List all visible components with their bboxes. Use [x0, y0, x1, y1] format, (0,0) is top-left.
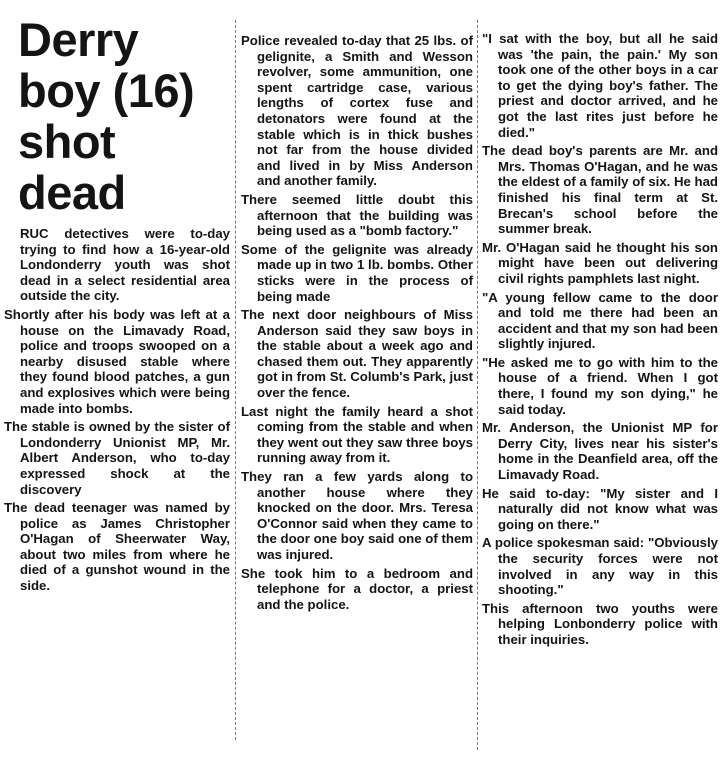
article-paragraph: "I sat with the boy, but all he said was 'the pain, the pain.' My son took one of the other boys in a car to get the dying boy's father. The priest and doctor arrived, and he got the last rites just before he died."	[482, 31, 718, 140]
article-paragraph: The dead teenager was named by police as James Christopher O'Hagan of Sheerwater Way, about two miles from where he died of a gunshot wound in the side.	[4, 500, 230, 594]
headline-line: dead	[18, 166, 126, 219]
article-paragraph: Mr. O'Hagan said he thought his son might have been out delivering civil rights pamphlets last night.	[482, 239, 718, 286]
column-1	[4, 0, 230, 597]
article-paragraph: RUC detectives were to-day trying to find how a 16-year-old Londonderry youth was shot dead in a select residential area outside the city.	[20, 226, 230, 304]
column-divider	[477, 20, 478, 750]
article-paragraph: "A young fellow came to the door and told me there had been an accident and that my son had been slightly injured.	[482, 289, 718, 352]
article-paragraph: A police spokesman said: "Obviously the security forces were not involved in any way in this shooting."	[482, 535, 718, 598]
headline-line: Derry	[18, 13, 139, 66]
column-3	[482, 0, 718, 651]
article-paragraph: Some of the gelignite was already made up in two 1 lb. bombs. Other sticks were in the process of being made	[241, 241, 473, 304]
column-divider	[235, 20, 236, 740]
article-paragraph: This afternoon two youths were helping Lonbonderry police with their inquiries.	[482, 600, 718, 647]
article-paragraph: The dead boy's parents are Mr. and Mrs. Thomas O'Hagan, and he was the eldest of a family of six. He had finished his final term at St. Brecan's school before the summer break.	[482, 143, 718, 237]
article-paragraph: "He asked me to go with him to the house of a friend. When I got there, I found my son dying," he said today.	[482, 354, 718, 417]
headline	[18, 14, 230, 218]
article-paragraph: They ran a few yards along to another house where they knocked on the door. Mrs. Teresa O'Connor said when they came to the door one boy said one of them was injured.	[241, 469, 473, 562]
article-paragraph: Mr. Anderson, the Unionist MP for Derry City, lives near his sister's home in the Deanfield area, off the Limavady Road.	[482, 420, 718, 483]
article-paragraph: The stable is owned by the sister of Londonderry Unionist MP, Mr. Albert Anderson, who to-day expressed shock at the discovery	[4, 419, 230, 497]
headline-line: boy (16)	[18, 64, 195, 117]
column-2	[241, 0, 473, 615]
article-paragraph: Last night the family heard a shot coming from the stable and when they went out they saw three boys running away from it.	[241, 403, 473, 466]
article-paragraph: The next door neighbours of Miss Anderson said they saw boys in the stable about a week ago and chased them out. They apparently got in from St. Columb's Park, just over the fence.	[241, 307, 473, 401]
article-paragraph: He said to-day: "My sister and I naturally did not know what was going on there."	[482, 485, 718, 532]
headline-line: shot	[18, 115, 116, 168]
article-paragraph: Shortly after his body was left at a house on the Limavady Road, police and troops swooped on a nearby disused stable where they found blood patches, a gun and explosives which were being made into bombs.	[4, 306, 230, 416]
article-paragraph: Police revealed to-day that 25 lbs. of gelignite, a Smith and Wesson revolver, some ammunition, one spent cartridge case, various lengths of cortex fuse and detonators were found at the stable which is in thick bushes not far from the house divided and lived in by Miss Anderson and another family.	[241, 33, 473, 189]
article-paragraph: She took him to a bedroom and telephone for a doctor, a priest and the police.	[241, 565, 473, 612]
article-paragraph: There seemed little doubt this afternoon that the building was being used as a "bomb factory."	[241, 191, 473, 239]
